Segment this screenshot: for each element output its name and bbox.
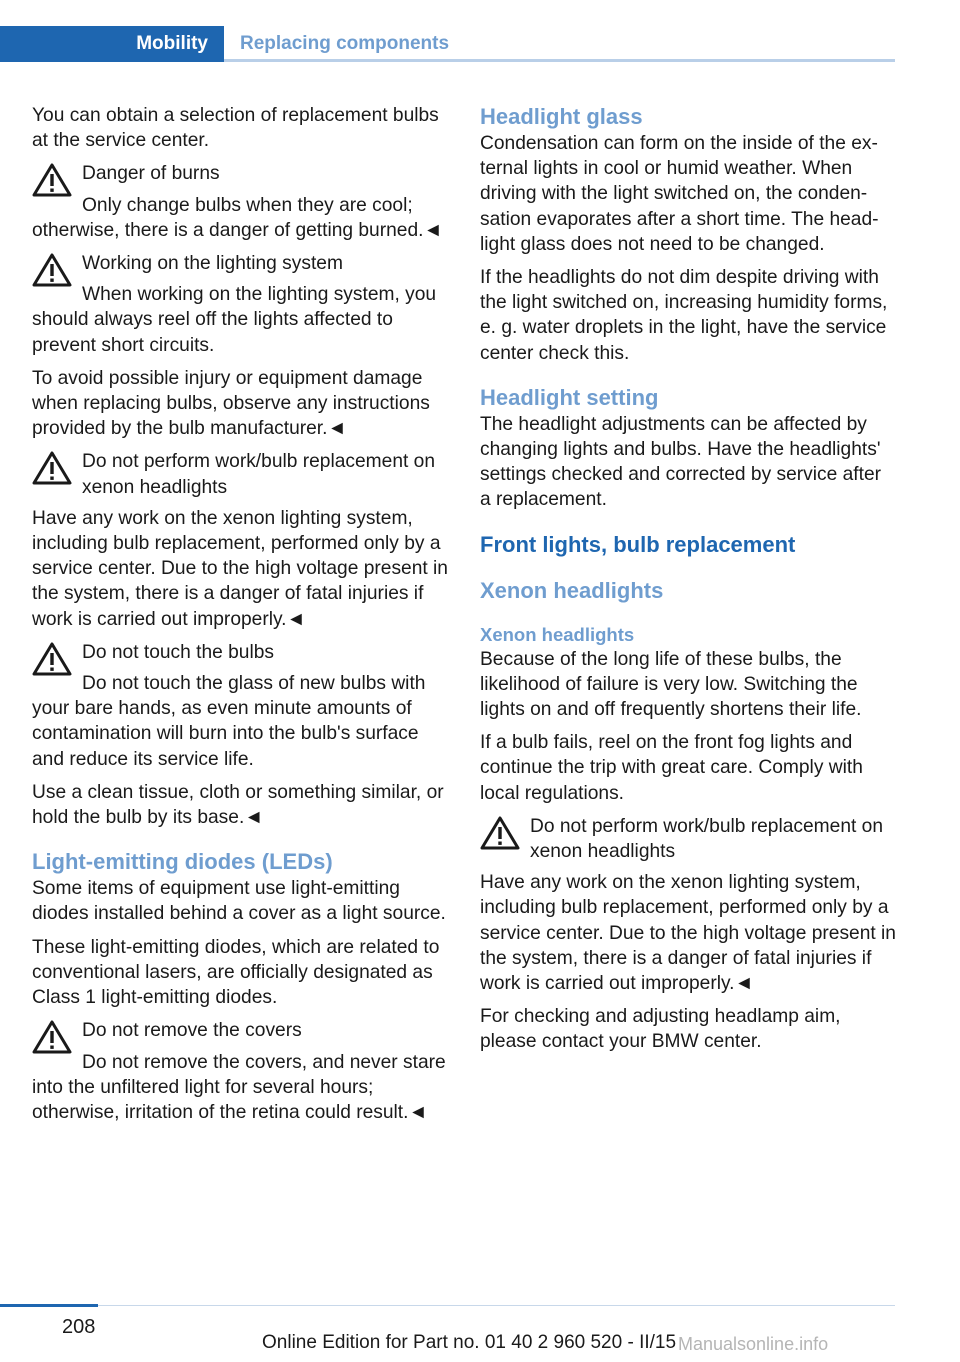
warning-title: Danger of burns xyxy=(82,163,220,185)
warning-title: Do not remove the covers xyxy=(82,1020,302,1042)
headlamp-aim-paragraph: For checking and adjusting headlamp aim, please contact your BMW center. xyxy=(480,1006,841,1053)
warning-burns xyxy=(32,161,448,243)
warning-body: Do not touch the glass of new bulbs with your bare hands, as even minute amounts of contamination will burn into the bulb's surface and reduce its service life. xyxy=(32,673,426,770)
warning-title: Do not perform work/bulb replacement on xenon headlights xyxy=(82,451,436,498)
warning-lighting-system xyxy=(32,251,448,441)
warning-triangle-icon xyxy=(32,642,72,678)
warning-xenon xyxy=(32,449,448,631)
xenon-paragraph-1: Because of the long life of these bulbs, the likelihood of failure is very low. Switching the lights on and off frequently shortens their life. xyxy=(480,648,862,721)
chapter-tab[interactable]: Replacing components xyxy=(240,33,450,54)
warning-title: Do not touch the bulbs xyxy=(82,641,275,663)
warning-title: Do not perform work/bulb replacement on xenon headlights xyxy=(530,815,884,863)
warning-triangle-icon xyxy=(480,816,520,852)
warning-body: Do not remove the covers, and never stare into the unfiltered light for several hours; otherwise, irritation of the retina could result.◄ xyxy=(32,1051,446,1123)
warning-triangle-icon xyxy=(32,1020,72,1056)
led-paragraph-2: These light-emitting diodes, which are related to conventional lasers, are officially designated as Class 1 light-emitting diodes. xyxy=(32,936,440,1009)
xenon-paragraph-2: If a bulb fails, reel on the front fog lights and continue the trip with great care. Comply with local regulations. xyxy=(480,732,863,804)
right-column xyxy=(480,103,896,1063)
led-paragraph-1: Some items of equipment use light-emitting diodes installed behind a cover as a light source. xyxy=(32,878,446,925)
page-header xyxy=(0,26,895,62)
warning-title: Working on the lighting system xyxy=(82,253,343,275)
xenon-heading: Xenon headlights xyxy=(480,577,664,603)
left-column xyxy=(32,103,448,1133)
xenon-subheading: Xenon headlights xyxy=(480,623,635,645)
warning-body: When working on the lighting system, you should always reel off the lights affected to prevent short circuits. xyxy=(32,284,437,356)
warning-covers xyxy=(32,1018,448,1125)
warning-body: Have any work on the xenon lighting system, including bulb replacement, performed only by a service center. Due to the high voltage present in the system, there is a danger of fatal injuries if work is carried out improperly.◄ xyxy=(32,507,448,630)
intro-paragraph: You can obtain a selection of replacement bulbs at the service center. xyxy=(32,105,439,152)
warning-xenon-right xyxy=(480,814,896,996)
led-heading: Light-emitting diodes (LEDs) xyxy=(32,849,333,875)
headlight-glass-paragraph-2: If the headlights do not dim despite driving with the light switched on, increasing humidity forms, e. g. water droplets in the light, have the service center check this. xyxy=(480,267,888,364)
edition-note: Online Edition for Part no. 01 40 2 960 520 - II/15 xyxy=(262,1332,677,1353)
headlight-setting-heading: Headlight setting xyxy=(480,384,659,410)
section-tab[interactable]: Mobility xyxy=(0,26,224,62)
headlight-glass-paragraph-1: Condensation can form on the inside of the external lights in cool or humid weather. When driving with the light switched on, the condensation evaporates after a short time. The headlight glass does not need to be changed. xyxy=(480,133,879,255)
front-lights-heading: Front lights, bulb replacement xyxy=(480,531,796,557)
warning-triangle-icon xyxy=(32,451,72,487)
warning-body-2: Use a clean tissue, cloth or something similar, or hold the bulb by its base.◄ xyxy=(32,781,444,829)
headlight-setting-paragraph: The headlight adjustments can be affected by changing lights and bulbs. Have the headlights' settings checked and corrected by service after a replacement. xyxy=(480,413,882,511)
warning-body: Have any work on the xenon lighting system, including bulb replacement, performed only by a service center. Due to the high voltage present in the system, there is a danger of fatal injuries if work is carried out improperly.◄ xyxy=(480,872,896,995)
warning-triangle-icon xyxy=(32,163,72,199)
header-rule xyxy=(224,59,895,62)
warning-body-2: To avoid possible injury or equipment damage when replacing bulbs, observe any instructions provided by the bulb manufacturer.◄ xyxy=(32,367,430,440)
page-number: 208 xyxy=(62,1316,96,1338)
warning-touch-bulbs xyxy=(32,640,448,830)
footer-rule xyxy=(98,1305,895,1306)
warning-body: Only change bulbs when they are cool; otherwise, there is a danger of getting burned.◄ xyxy=(32,194,443,241)
headlight-glass-heading: Headlight glass xyxy=(480,104,643,129)
warning-triangle-icon xyxy=(32,253,72,289)
watermark: Manualsonline.info xyxy=(678,1334,829,1354)
footer-rule-accent xyxy=(0,1304,98,1307)
